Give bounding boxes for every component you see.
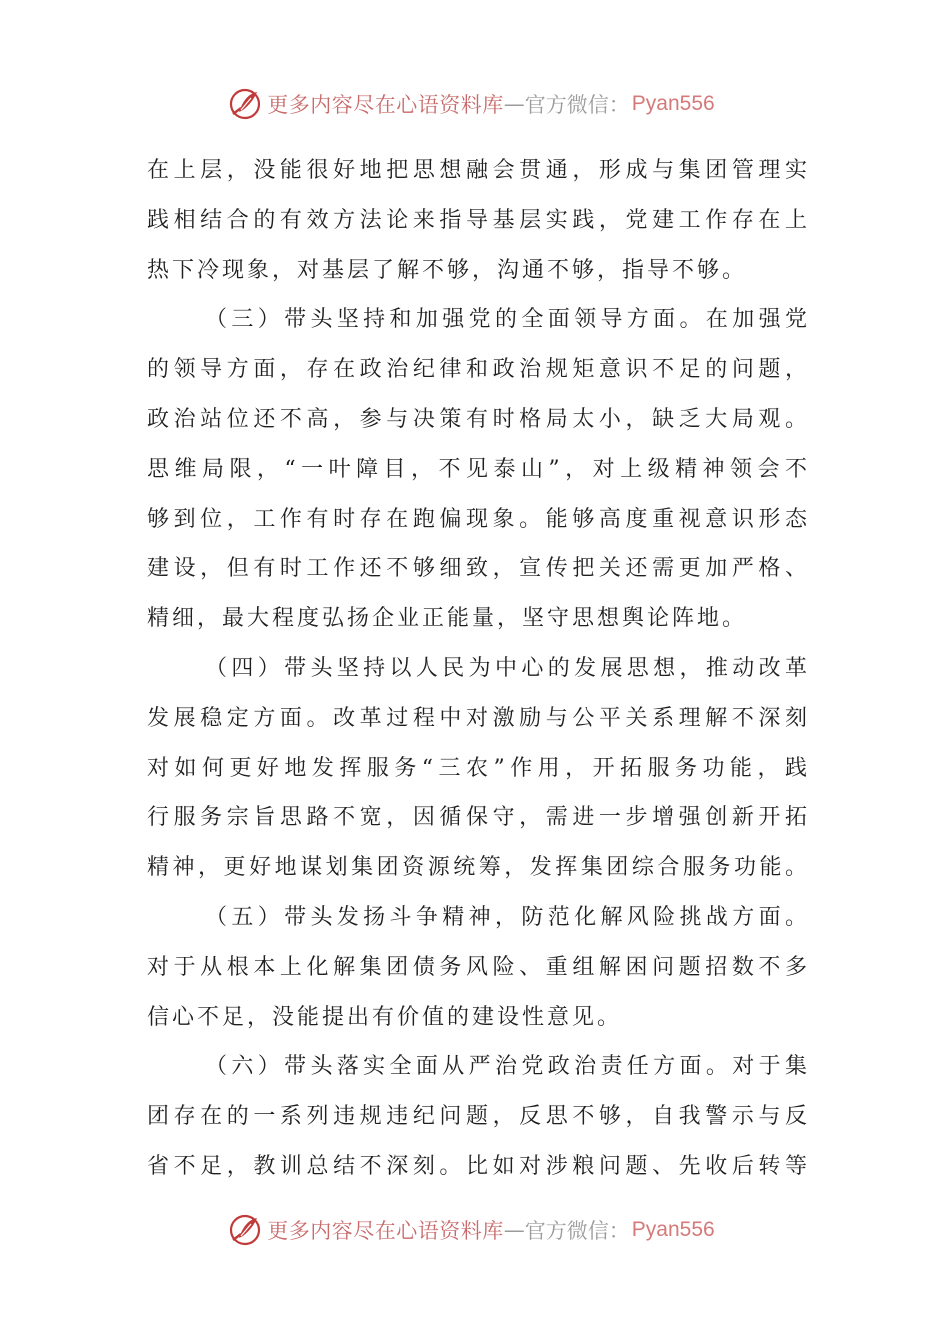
footer-banner-title: 更多内容尽在心语资料库: [267, 1219, 504, 1243]
header-banner-title: 更多内容尽在心语资料库: [267, 93, 504, 117]
footer-banner-separator: —: [503, 1218, 525, 1242]
text-line: 践相结合的有效方法论来指导基层实践，党建工作存在上: [147, 207, 807, 233]
text-line: 信心不足，没能提出有价值的建设性意见。: [147, 1004, 623, 1030]
footer-watermark-banner: [0, 1210, 950, 1250]
text-line: 的领导方面，存在政治纪律和政治规矩意识不足的问题，: [147, 357, 807, 383]
footer-banner-wechat-label: 官方微信：: [524, 1219, 630, 1243]
section-heading-line: （六）带头落实全面从严治党政治责任方面。对于集: [205, 1054, 807, 1080]
text-line: 够到位，工作有时存在跑偏现象。能够高度重视意识形态: [147, 506, 807, 532]
pen-logo-icon: [227, 1212, 263, 1248]
text-line: 建设，但有时工作还不够细致，宣传把关还需更加严格、: [147, 556, 807, 582]
section-heading-line: （五）带头发扬斗争精神，防范化解风险挑战方面。: [205, 904, 807, 930]
text-line: 在上层，没能很好地把思想融会贯通，形成与集团管理实: [147, 158, 807, 183]
text-line: 省不足，教训总结不深刻。比如对涉粮问题、先收后转等: [147, 1153, 807, 1179]
text-line: 热下冷现象，对基层了解不够，沟通不够，指导不够。: [147, 257, 748, 283]
text-line: 行服务宗旨思路不宽，因循保守，需进一步增强创新开拓: [147, 805, 807, 831]
header-banner-separator: —: [503, 92, 525, 116]
text-line: 对于从根本上化解集团债务风险、重组解困问题招数不多: [147, 954, 807, 980]
text-line: 精细，最大程度弘扬企业正能量，坚守思想舆论阵地。: [147, 606, 748, 632]
text-line: 精神，更好地谋划集团资源统筹，发挥集团综合服务功能。: [147, 855, 807, 881]
footer-banner-wechat-id: Pyan556: [631, 1218, 715, 1241]
pen-logo-icon: [227, 86, 263, 122]
section-heading-line: （四）带头坚持以人民为中心的发展思想，推动改革: [205, 655, 807, 681]
header-watermark-banner: [0, 84, 950, 124]
section-heading-line: （三）带头坚持和加强党的全面领导方面。在加强党: [205, 307, 807, 333]
header-banner-content: [227, 86, 714, 122]
text-line: 发展稳定方面。改革过程中对激励与公平关系理解不深刻: [147, 705, 807, 731]
header-banner-wechat-label: 官方微信：: [524, 93, 630, 117]
text-line: 对如何更好地发挥服务“三农”作用，开拓服务功能，践: [147, 755, 807, 781]
document-body: [147, 146, 807, 1192]
text-line: 团存在的一系列违规违纪问题，反思不够，自我警示与反: [147, 1104, 807, 1130]
text-line: 思维局限，“一叶障目，不见泰山”，对上级精神领会不: [147, 456, 807, 482]
header-banner-wechat-id: Pyan556: [631, 92, 715, 115]
footer-banner-content: [227, 1212, 714, 1248]
text-line: 政治站位还不高，参与决策有时格局太小，缺乏大局观。: [147, 406, 807, 432]
